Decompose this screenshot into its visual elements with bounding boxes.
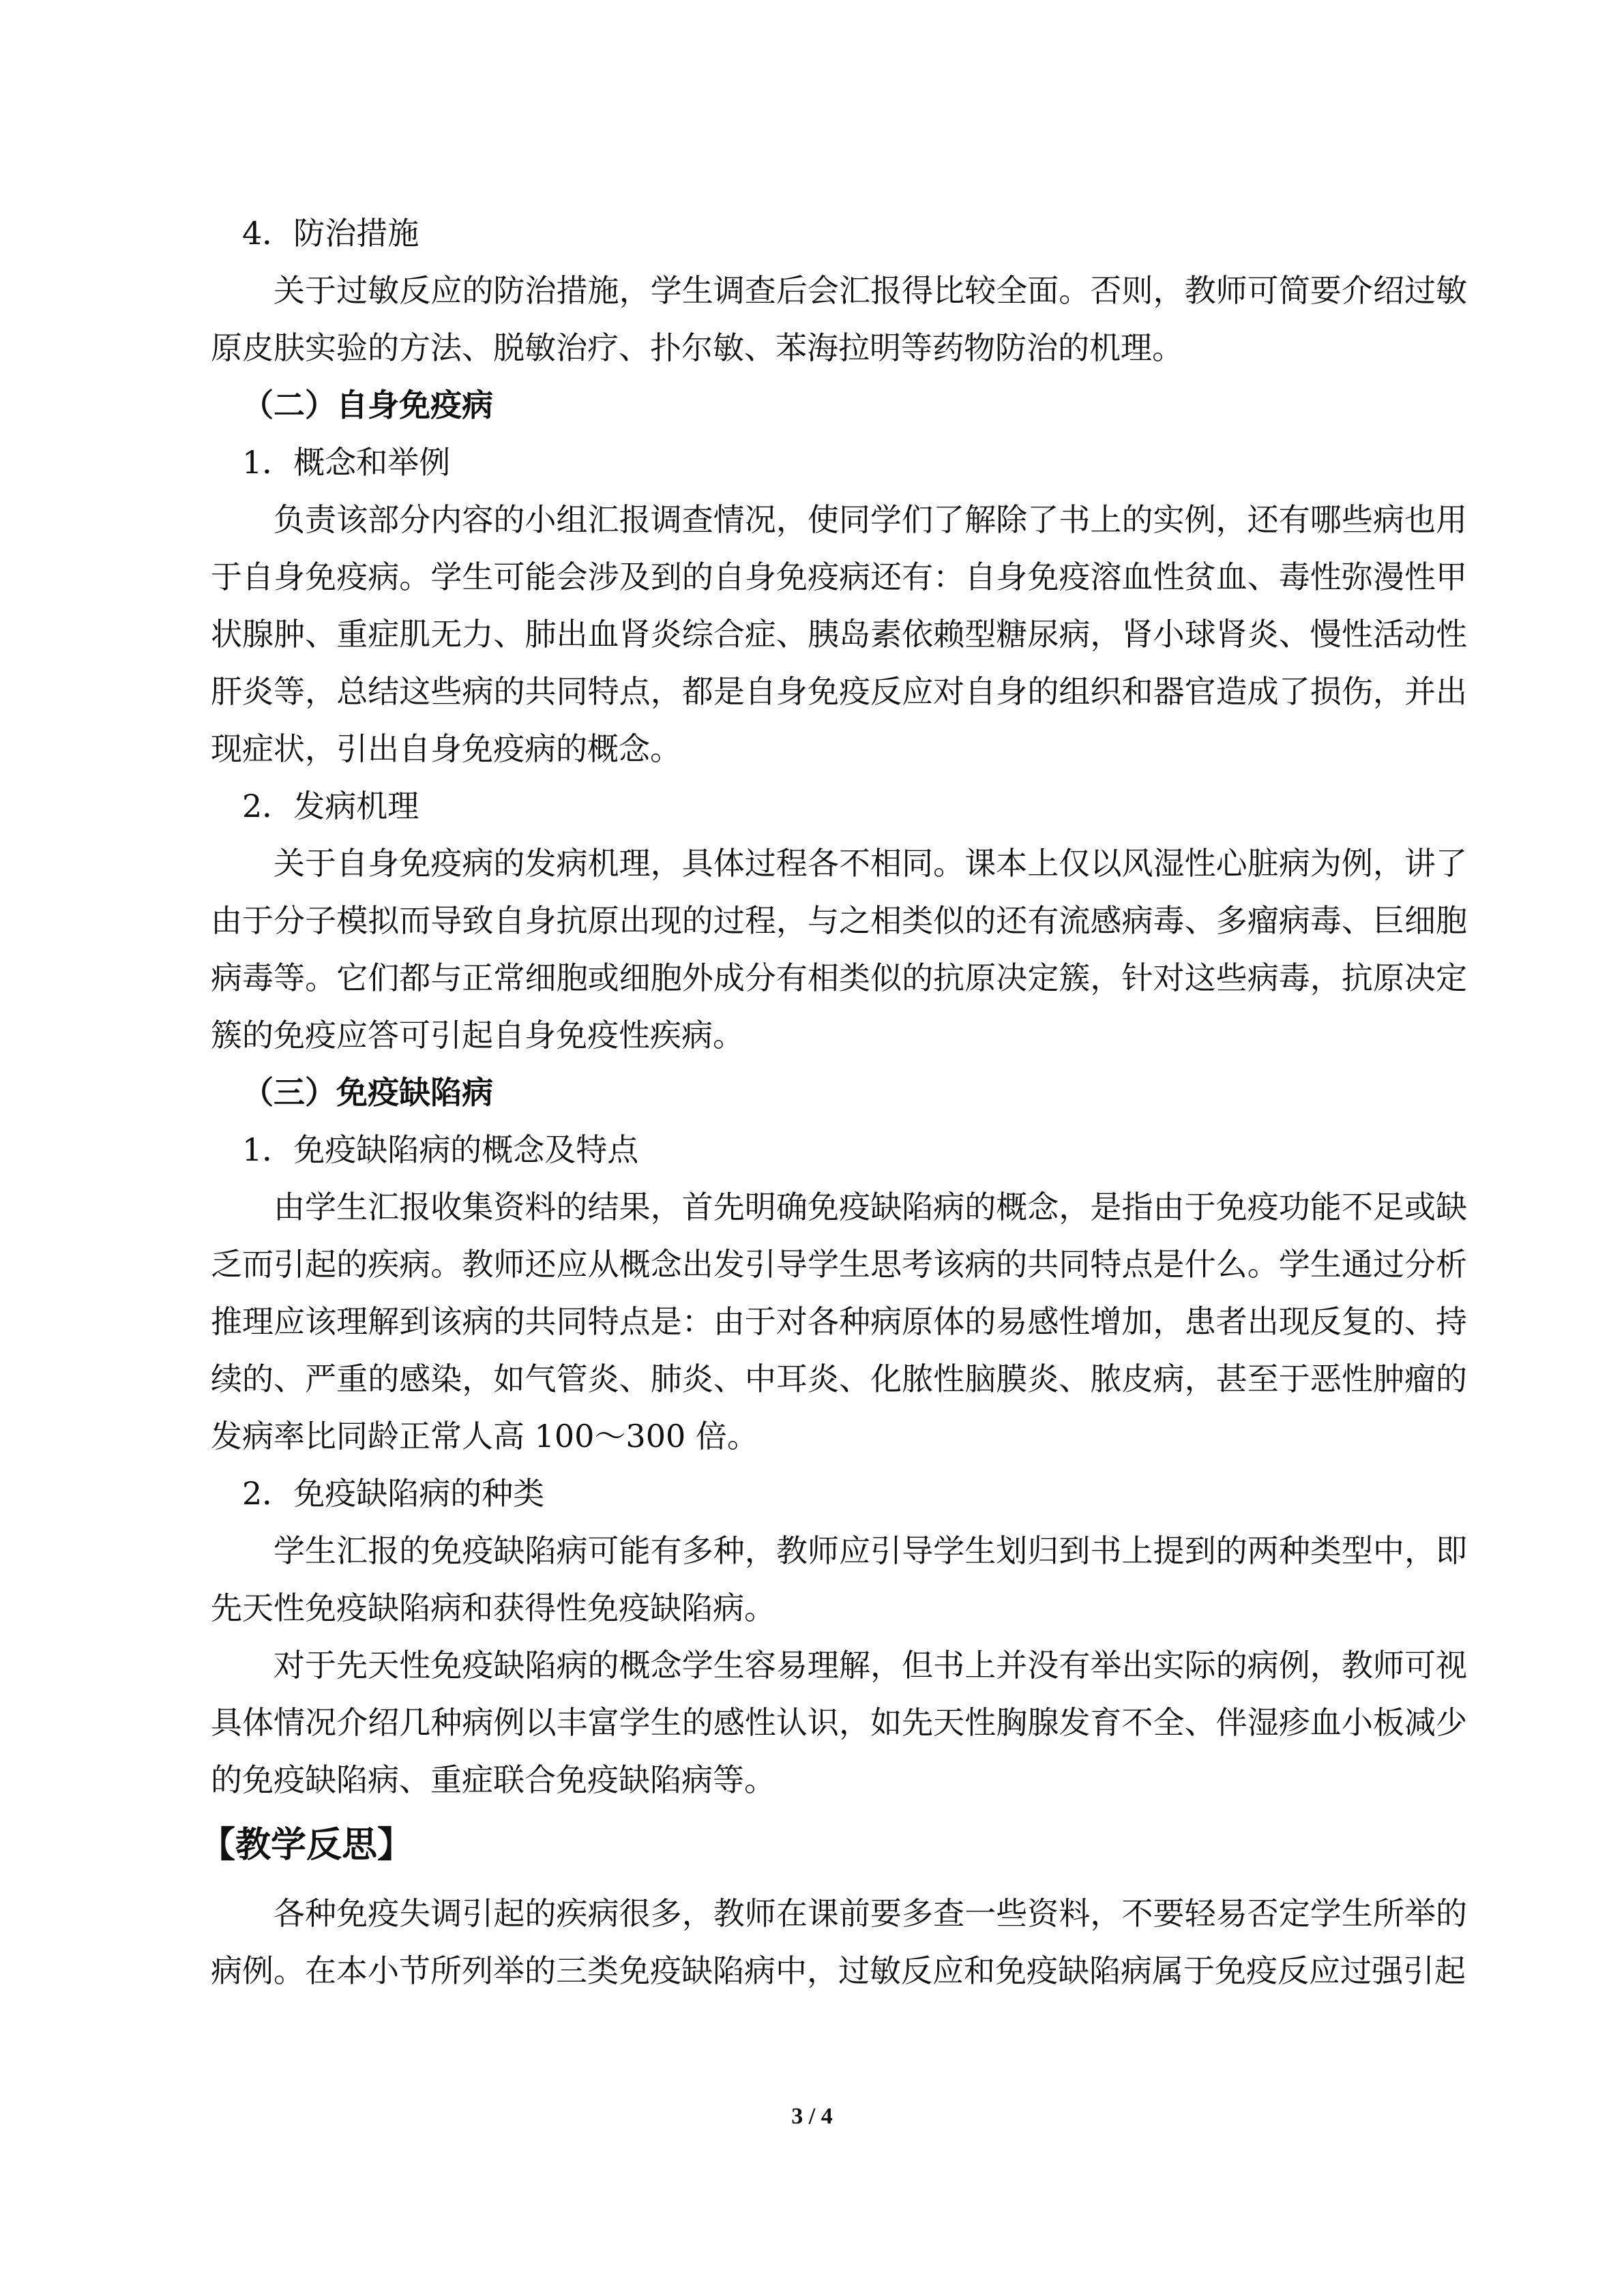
subheading-pathogenesis: 2．发病机理 [242, 788, 419, 824]
page-number: 3 / 4 [791, 2104, 833, 2129]
paragraph-prevention: 关于过敏反应的防治措施，学生调查后会汇报得比较全面。否则，教师可简要介绍过敏原皮肤实验的方法、脱敏治疗、扑尔敏、苯海拉明等药物防治的机理。 [211, 272, 1467, 366]
paragraph-pathogenesis: 关于自身免疫病的发病机理，具体过程各不相同。课本上仅以风湿性心脏病为例，讲了由于分子模拟而导致自身抗原出现的过程，与之相类似的还有流感病毒、多瘤病毒、巨细胞病毒等。它们都与正常细胞或细胞外成分有相类似的抗原决定簇，针对这些病毒，抗原决定簇的免疫应答可引起自身免疫性疾病。 [211, 845, 1467, 1054]
section-heading-autoimmune: （二）自身免疫病 [242, 387, 493, 423]
paragraph-teaching-reflection: 各种免疫失调引起的疾病很多，教师在课前要多查一些资料，不要轻易否定学生所举的病例。在本小节所列举的三类免疫缺陷病中，过敏反应和免疫缺陷病属于免疫反应过强引起 [211, 1895, 1467, 1989]
paragraph-immunodeficiency-types: 学生汇报的免疫缺陷病可能有多种，教师应引导学生划归到书上提到的两种类型中，即先天性免疫缺陷病和获得性免疫缺陷病。 [211, 1532, 1467, 1626]
paragraph-immunodeficiency-concept: 由学生汇报收集资料的结果，首先明确免疫缺陷病的概念，是指由于免疫功能不足或缺乏而引起的疾病。教师还应从概念出发引导学生思考该病的共同特点是什么。学生通过分析推理应该理解到该病的共同特点是：由于对各种病原体的易感性增加，患者出现反复的、持续的、严重的感染，如气管炎、肺炎、中耳炎、化脓性脑膜炎、脓皮病，甚至于恶性肿瘤的发病率比同龄正常人高 100～300 倍。 [211, 1189, 1467, 1455]
document-body [200, 205, 1467, 1999]
heading-teaching-reflection: 【教学反思】 [200, 1824, 413, 1866]
subheading-concept-examples: 1．概念和举例 [242, 444, 451, 481]
subheading-immunodeficiency-concept: 1．免疫缺陷病的概念及特点 [242, 1131, 639, 1168]
section-heading-immunodeficiency: （三）免疫缺陷病 [242, 1074, 493, 1111]
paragraph-autoimmune-examples: 负责该部分内容的小组汇报调查情况，使同学们了解除了书上的实例，还有哪些病也用于自身免疫病。学生可能会涉及到的自身免疫病还有：自身免疫溶血性贫血、毒性弥漫性甲状腺肿、重症肌无力、肺出血肾炎综合症、胰岛素依赖型糖尿病，肾小球肾炎、慢性活动性肝炎等，总结这些病的共同特点，都是自身免疫反应对自身的组织和器官造成了损伤，并出现症状，引出自身免疫病的概念。 [211, 501, 1467, 767]
paragraph-congenital-immunodeficiency: 对于先天性免疫缺陷病的概念学生容易理解，但书上并没有举出实际的病例，教师可视具体情况介绍几种病例以丰富学生的感性认识，如先天性胸腺发育不全、伴湿疹血小板减少的免疫缺陷病、重症联合免疫缺陷病等。 [211, 1647, 1467, 1798]
subheading-immunodeficiency-types: 2．免疫缺陷病的种类 [242, 1475, 545, 1512]
subheading-prevention: 4．防治措施 [242, 215, 419, 252]
